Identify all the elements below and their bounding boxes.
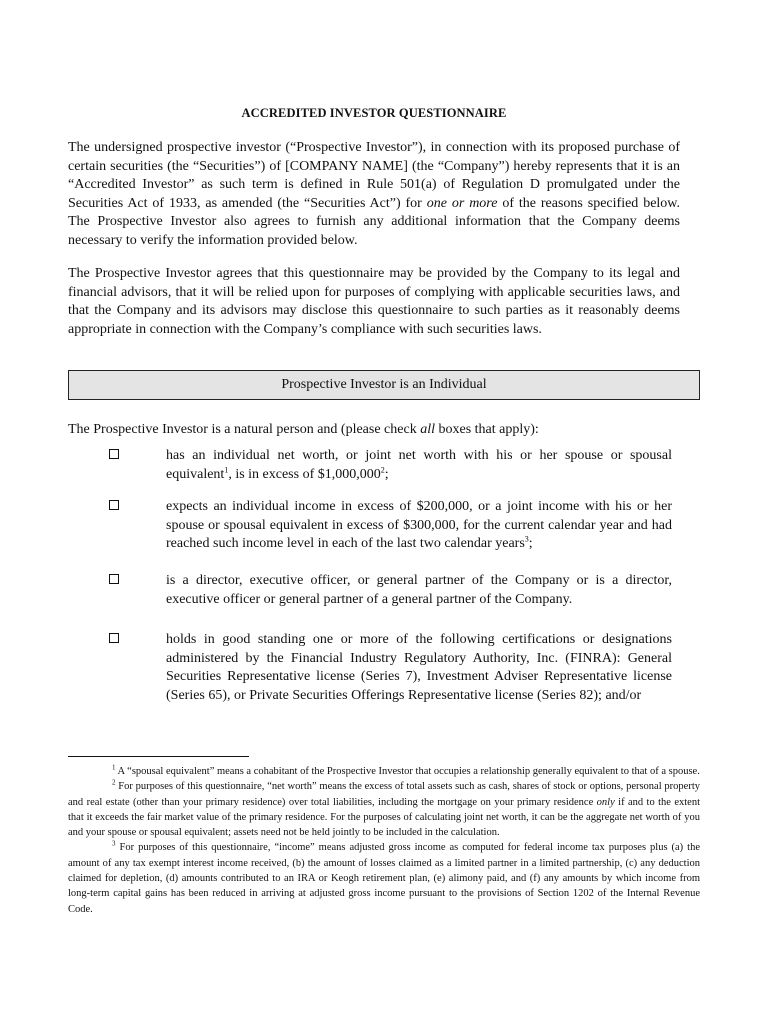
footnotes bbox=[68, 764, 700, 917]
footnote-ref: 3 bbox=[524, 534, 529, 544]
checklist-item-text bbox=[166, 498, 672, 554]
document-title: ACCREDITED INVESTOR QUESTIONNAIRE bbox=[241, 106, 507, 120]
intro-paragraph-text-end: of the reasons specified below. The Prospective Investor also agrees to furnish any additional information that the Company deems necessary to verify the information provided below. bbox=[68, 195, 680, 248]
footnote-divider bbox=[68, 756, 249, 757]
checklist-intro-emphasis: all bbox=[420, 422, 435, 437]
item-text-part: has an individual net worth, or joint net worth with his or her spouse or spousal equivalent bbox=[166, 448, 672, 482]
checklist-item-text: holds in good standing one or more of the following certifications or designations administered by the Financial Industry Regulatory Authority, Inc. (FINRA): General Securities Representative license (Series 7), Investment Adviser Representative license (Series 65), or Private Securities Offerings Representative license (Series 82); and/or bbox=[166, 632, 672, 703]
footnote-ref: 2 bbox=[380, 464, 385, 474]
footnote-text: A “spousal equivalent” means a cohabitant of the Prospective Investor that occupies a relationship generally equivalent to that of a spouse. bbox=[115, 766, 700, 777]
footnote-emphasis: only bbox=[596, 796, 615, 808]
checklist-item-text bbox=[166, 447, 672, 484]
checkbox[interactable] bbox=[109, 500, 119, 510]
footnote-text: For purposes of this questionnaire, “income” means adjusted gross income as computed for federal income tax purposes plus (a) the amount of any tax exempt interest income received, (b) the amount of losses claimed as a limited partner in a limited partnership, (c) any deduction claimed for depletion, (d) amounts contributed to an IRA or Keogh retirement plan, (e) alimony paid, and (f) any amounts by which income from long-term capital gains has been reduced in arriving at adjusted gross income pursuant to the provisions of Section 1202 of the Internal Revenue Code. bbox=[68, 842, 700, 915]
checkbox[interactable] bbox=[109, 449, 119, 459]
checklist-item-text: is a director, executive officer, or general partner of the Company or is a director, executive officer or general partner of a general partner of the Company. bbox=[166, 573, 672, 607]
checkbox[interactable] bbox=[109, 633, 119, 643]
checklist-intro bbox=[68, 421, 539, 440]
section-heading: Prospective Investor is an Individual bbox=[68, 370, 700, 400]
footnote-number: 3 bbox=[112, 839, 116, 848]
footnote-3 bbox=[68, 840, 700, 916]
footnote-number: 2 bbox=[112, 778, 116, 787]
footnote-number: 1 bbox=[112, 763, 116, 772]
footnote-text: For purposes of this questionnaire, “net worth” means the excess of total assets such as cash, shares of stock or options, personal property and real estate (other than your primary residence) over total liabilities, including the mortgage on your primary residence bbox=[68, 781, 700, 808]
footnote-ref: 1 bbox=[224, 464, 229, 474]
item-text-part: ; bbox=[528, 536, 533, 551]
item-text-part: , is in excess of $1,000,000 bbox=[228, 466, 381, 482]
footnote-2 bbox=[68, 779, 700, 840]
intro-paragraph-emphasis: one or more bbox=[426, 195, 498, 211]
checkbox[interactable] bbox=[109, 574, 119, 584]
footnote-text-end: if and to the extent that it exceeds the fair market value of the primary residence. For the purposes of calculating joint net worth, it can be the aggregate net worth of you and your spouse or spousal equivalent; assets need not be held jointly to be included in the calculation. bbox=[68, 796, 701, 839]
footnote-1 bbox=[68, 764, 700, 779]
item-text-part: ; bbox=[384, 466, 389, 482]
disclosure-paragraph: The Prospective Investor agrees that this questionnaire may be provided by the Company to its legal and financial advisors, that it will be relied upon for purposes of complying with applicable securities laws, and that the Company and its advisors may disclose this questionnaire to such parties as it reasonably deems appropriate in connection with the Company’s compliance with such securities laws. bbox=[68, 266, 680, 337]
intro-paragraph bbox=[68, 139, 680, 250]
checklist-intro-text: The Prospective Investor is a natural person and (please check bbox=[68, 422, 421, 437]
checklist-intro-text-end: boxes that apply): bbox=[434, 422, 539, 437]
item-text-part: expects an individual income in excess of $200,000, or a joint income with his or her spouse or spousal equivalent in excess of $300,000, for the current calendar year and had reached such income level in each of the last two calendar years bbox=[166, 499, 672, 551]
intro-paragraph-text: The undersigned prospective investor (“Prospective Investor”), in connection with its proposed purchase of certain securities (the “Securities”) of [COMPANY NAME] (the “Company”) hereby represents that it is an “Accredited Investor” as such term is defined in Rule 501(a) of Regulation D promulgated under the Securities Act of 1933, as amended (the “Securities Act”) for bbox=[68, 140, 680, 211]
